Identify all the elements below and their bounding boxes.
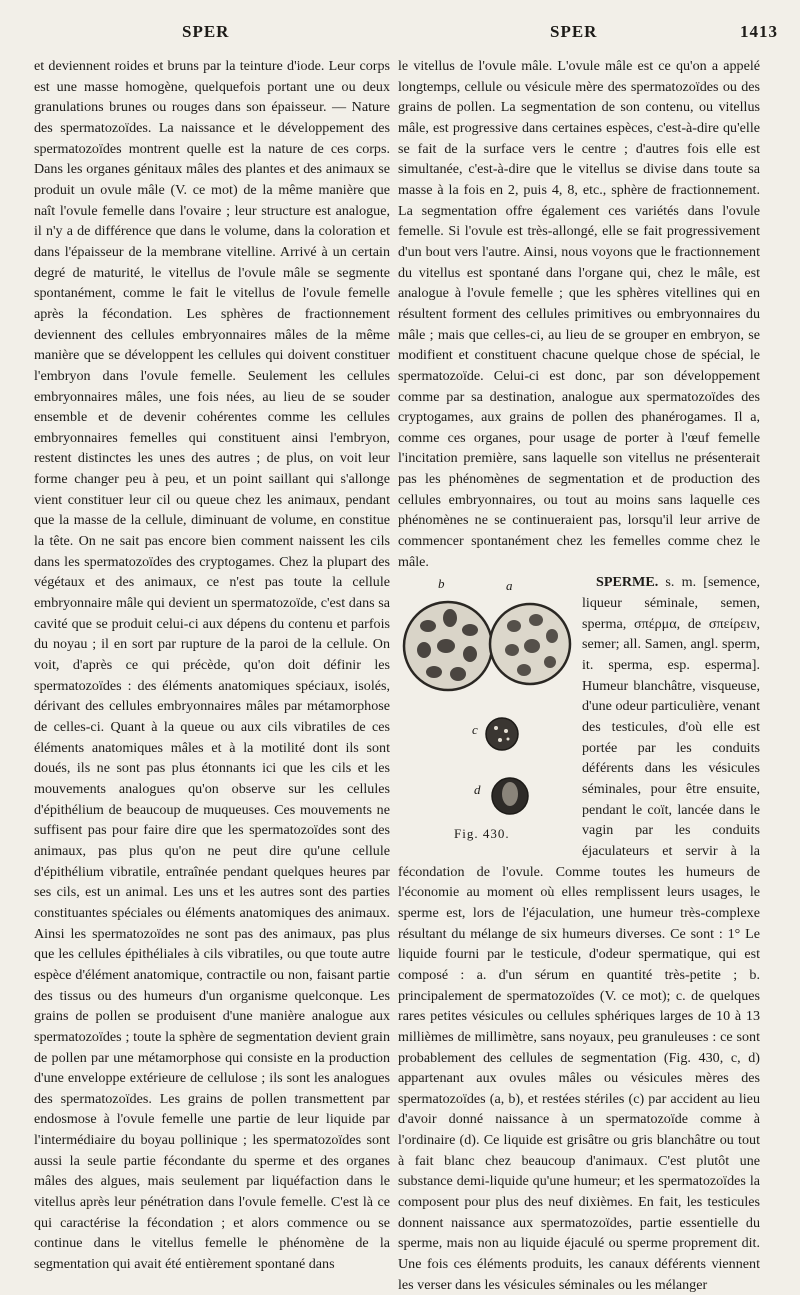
figure-label-c: c — [472, 722, 478, 738]
right-running-title: SPER — [550, 22, 598, 41]
left-column — [34, 56, 390, 1275]
figure-label-d: d — [474, 782, 481, 798]
right-column — [398, 56, 760, 1295]
left-column-text: et deviennent roides et bruns par la teinture d'iode. Leur corps est une masse homogène, quelquefois portant une ou deux granulations brunes ou rouges dans son épaisseur. — Nature des spermatozoïdes. La naissance et le développement des spermatozoïdes montrent quelle est la nature de ces corps. Dans les organes génitaux mâles des plantes et des animaux se produit un ovule mâle (V. ce mot) de la même manière que naît l'ovule femelle dans l'ovaire ; leur structure est analogue, il n'y a de différence que dans le volume, dans la coloration et dans l'épaisseur de la membrane vitelline. Arrivé à un certain degré de maturité, le vitellus de l'ovule mâle se segmente spontanément, comme le fait le vitellus de l'ovule femelle après la fécondation. Les sphères de fractionnement deviennent des cellules embryonnaires mâles de la même manière que se développent les cellules qui doivent constituer l'embryon dans l'ovule femelle. Seulement les cellules embryonnaires mâles, une fois nées, au lieu de se souder ensemble et de devenir cohérentes comme les cellules embryonnaires femelles qui constituent ainsi l'embryon, restent distinctes les unes des autres ; de plus, on voit leur forme changer peu à peu, et un point saillant qui s'allonge vient constituer leur cil ou queue chez les animaux, pendant que la masse de la cellule, diminuant de volume, en constitue la tête. On ne sait pas encore bien comment naissent les cils dans les spermatozoïdes des cryptogames. Chez la plupart des végétaux et des animaux, ce n'est pas toute la cellule embryonnaire mâle qui devient un spermatozoïde, c'est dans sa cavité que se produit celui-ci aux dépens du contenu et parfois du noyau ; il en sort par rupture de la paroi de la cellule. On voit, d'après ce qui précède, qu'on doit définir les spermatozoïdes : des éléments anatomiques spéciaux, isolés, dérivant des cellules embryonnaires mâles par métamorphose de celles-ci. Quant à la queue ou aux cils vibratiles de ces éléments anatomiques mâles et à la motilité dont ils sont doués, ils ne sont pas plus étonnants ici que les cils et les mouvements analogues qu'on observe sur les cellules d'épithélium de beaucoup de muqueuses. Ces mouvements ne suffisent pas pour faire dire que les spermatozoïdes sont des animaux, pas plus qu'on ne peut dire qu'une cellule d'épithélium vibratile, entraînée pendant quelques heures par ses cils, est un animal. Les uns et les autres sont des parties constituantes spéciales ou éléments anatomiques des animaux. Ainsi les spermatozoïdes ne sont pas des animaux, pas plus que les cellules épithéliales à cils vibratiles, ou que toute autre espèce d'élément anatomique, contractile ou non, faisant partie des tissus ou des humeurs d'un organisme quelconque. Les grains de pollen se produisent d'une manière analogue aux spermatozoïdes ; toute la sphère de segmentation devient grain de pollen par une métamorphose qui consiste en la production d'une enveloppe extérieure de cellulose ; ils sont les analogues des spermatozoïdes. Les grains de pollen transmettent par endosmose à l'ovule femelle une partie de leur liquide par l'intermédiaire du boyau pollinique ; les spermatozoïdes sont aussi la seule partie fécondante du sperme et des organes mâles des algues, mais seulement par liquéfaction dans le vitellus après leur pénétration dans l'ovule femelle. C'est là ce qui caractérise la fécondation ; et alors commence ou se continue dans le vitellus femelle le phénomène de la segmentation qui avait été entièrement spontané dans — [34, 58, 390, 1273]
figure-label-a: a — [506, 578, 513, 594]
entry-headword: SPERME. — [596, 574, 659, 591]
running-header — [30, 22, 778, 48]
figure-430-illustration — [398, 574, 576, 824]
right-column-paragraph: le vitellus de l'ovule mâle. L'ovule mâle est ce qu'on a appelé longtemps, cellule ou vésicule mère des spermatozoïdes ou des grains de pollen. La segmentation de son contenu, ou vitellus mâle, est progressive dans certaines espèces, c'est-à-dire qu'elle se fait de la surface vers le centre ; d'autres fois elle est simultanée, c'est-à-dire que le vitellus se divise dans toute sa masse à la fois en 2, puis 4, 8, etc., sphère de fractionnement. La segmentation offre également ces variétés dans l'ovule femelle. Si l'ovule est très-allongé, elle se fait progressivement d'un bout vers l'autre. Ainsi, nous voyons que le fractionnement du vitellus est spontané dans l'organe qui, chez le mâle, est analogue à l'ovule femelle ; que les sphères vitellines qui en résultent forment des cellules primitives ou embryonnaires du mâle ; mais que celles-ci, au lieu de se grouper en embryon, se modifient et constituent chacune quelque chose de spécial, le spermatozoïde. Celui-ci est donc, par son développement comme par sa destination, analogue aux spermatozoïdes des cryptogames, aux grains de pollen des phanérogames. Il a, comme ces organes, pour usage de porter à l'œuf femelle l'incitation première, sans laquelle son vitellus ne présenterait pas les phénomènes de segmentation et de production des cellules embryonnaires, ou tout au moins sans laquelle ces phénomènes ne se continueraient pas, lorsqu'il leur arrive de commencer spontanément chez les femelles comme chez le mâle. — [398, 58, 760, 570]
page-number: 1413 — [740, 22, 778, 41]
left-running-title: SPER — [182, 22, 230, 41]
sperme-entry — [398, 572, 760, 1295]
figure-caption: Fig. 430. — [454, 826, 510, 842]
figure-label-b: b — [438, 576, 445, 592]
entry-body: s. m. [semence, liqueur séminale, semen, sperma, σπέρμα, de σπείρειν, semer; all. Samen, angl. sperm, it. sperma, esp. esperma]. Humeur blanchâtre, visqueuse, d'une odeur particulière, venant des testicules, d'où elle est portée par les conduits déférents dans les vésicules séminales, pour être ensuite, pendant le coït, lancée dans le vagin par les conduits éjaculateurs et servir à la fécondation de l'ovule. Comme toutes les humeurs de l'économie au moment où elles remplissent leurs usages, le sperme est, lors de l'éjaculation, une humeur très-complexe résultant du mélange de six humeurs diverses. Ce sont : 1° Le liquide fourni par le testicule, d'odeur spermatique, qui est composé : a. d'un sérum en quantité très-petite ; b. principalement de spermatozoïdes (V. ce mot); c. de quelques rares petites vésicules ou cellules sphériques larges de 10 à 13 millièmes de millimètre, sans noyaux, peu granuleuses : ce sont probablement des cellules de segmentation (Fig. 430, c, d) appartenant aux ovules mâles ou vésicules mères des spermatozoïdes (a, b), et restées stériles (c) par accident au lieu d'avoir donné naissance à un spermatozoïde comme à l'ordinaire (d). Ce liquide est grisâtre ou gris blanchâtre ou tout à fait blanc chez beaucoup d'animaux. C'est plutôt une substance demi-liquide qu'une humeur; et les spermatozoïdes la composent pour plus des neuf dixièmes. En fait, les testicules donnent naissance aux spermatozoïdes, partie essentielle du sperme, mais non au liquide éjaculé ou sperme proprement dit. Une fois ces éléments produits, les canaux déférents viennent les verser dans les vésicules séminales ou les mélanger — [398, 574, 760, 1293]
figure-430 — [398, 574, 576, 852]
